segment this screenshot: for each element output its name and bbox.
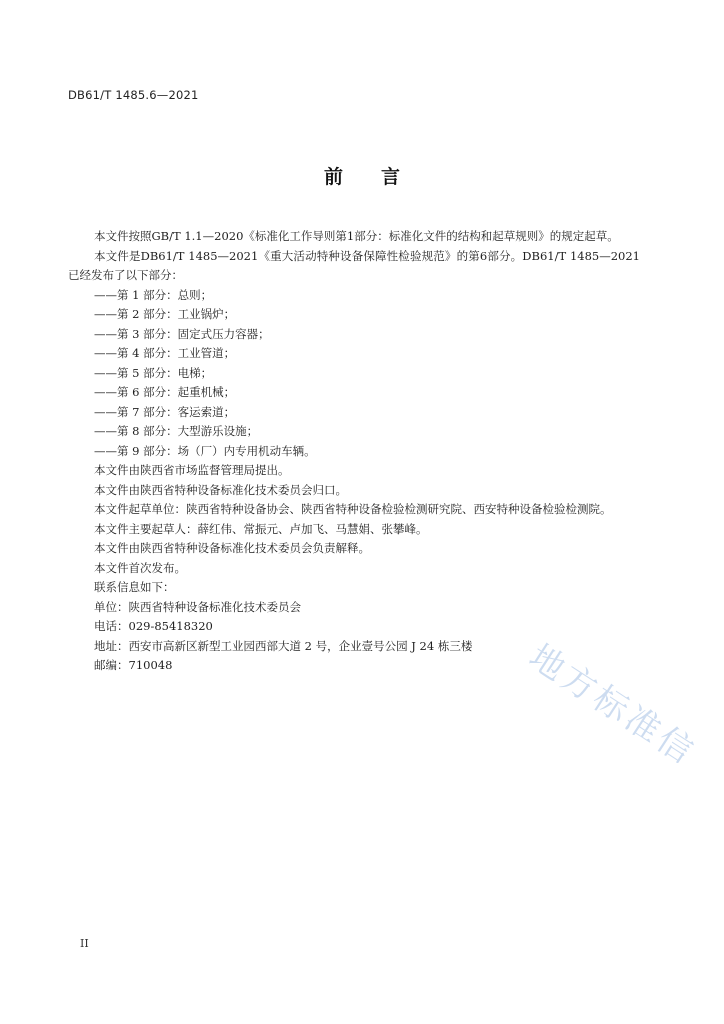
foreword-body bbox=[68, 227, 640, 676]
paragraph-drafters: 本文件主要起草人：薛红伟、常振元、卢加飞、马慧娟、张攀峰。 bbox=[94, 521, 428, 536]
contact-address: 地址：西安市高新区新型工业园西部大道 2 号，企业壹号公园 J 24 栋三楼 bbox=[94, 638, 473, 653]
paragraph-centralized-by: 本文件由陕西省特种设备标准化技术委员会归口。 bbox=[94, 482, 347, 497]
contact-postcode: 邮编：710048 bbox=[94, 658, 173, 672]
paragraph-proposed-by: 本文件由陕西省市场监督管理局提出。 bbox=[94, 463, 290, 477]
paragraph-first-release: 本文件首次发布。 bbox=[94, 560, 186, 575]
contact-phone: 电话：029-85418320 bbox=[94, 619, 213, 633]
list-item-part-1: ——第 1 部分：总则； bbox=[94, 287, 213, 302]
list-item-part-2: ——第 2 部分：工业锅炉； bbox=[94, 307, 236, 321]
header-standard-code: DB61/T 1485.6—2021 bbox=[68, 88, 199, 102]
list-item-part-9: ——第 9 部分：场（厂）内专用机动车辆。 bbox=[94, 443, 316, 458]
list-item-part-8: ——第 8 部分：大型游乐设施； bbox=[94, 424, 259, 438]
page-title: 前言 bbox=[323, 166, 438, 188]
list-item-part-5: ——第 5 部分：电梯； bbox=[94, 365, 213, 380]
paragraph-interpretation: 本文件由陕西省特种设备标准化技术委员会负责解释。 bbox=[94, 541, 370, 555]
list-item-part-6: ——第 6 部分：起重机械； bbox=[94, 385, 236, 399]
contact-unit: 单位：陕西省特种设备标准化技术委员会 bbox=[94, 599, 301, 614]
paragraph-contact-heading: 联系信息如下： bbox=[94, 580, 175, 594]
paragraph-drafting-units: 本文件起草单位：陕西省特种设备协会、陕西省特种设备检验检测研究院、西安特种设备检验检测院。 bbox=[94, 502, 612, 516]
watermark: 地方标准信 bbox=[521, 636, 703, 774]
list-item-part-7: ——第 7 部分：客运索道； bbox=[94, 404, 236, 419]
list-item-part-4: ——第 4 部分：工业管道； bbox=[94, 346, 236, 360]
paragraph-drafting-rules: 本文件按照GB/T 1.1—2020《标准化工作导则第1部分：标准化文件的结构和起草规则》的规定起草。 bbox=[94, 229, 619, 243]
list-item-part-3: ——第 3 部分：固定式压力容器； bbox=[94, 326, 270, 341]
page-number: II bbox=[80, 937, 89, 950]
paragraph-series-intro: 本文件是DB61/T 1485—2021《重大活动特种设备保障性检验规范》的第6部分。DB61/T 1485—2021已经发布了以下部分： bbox=[68, 248, 640, 282]
